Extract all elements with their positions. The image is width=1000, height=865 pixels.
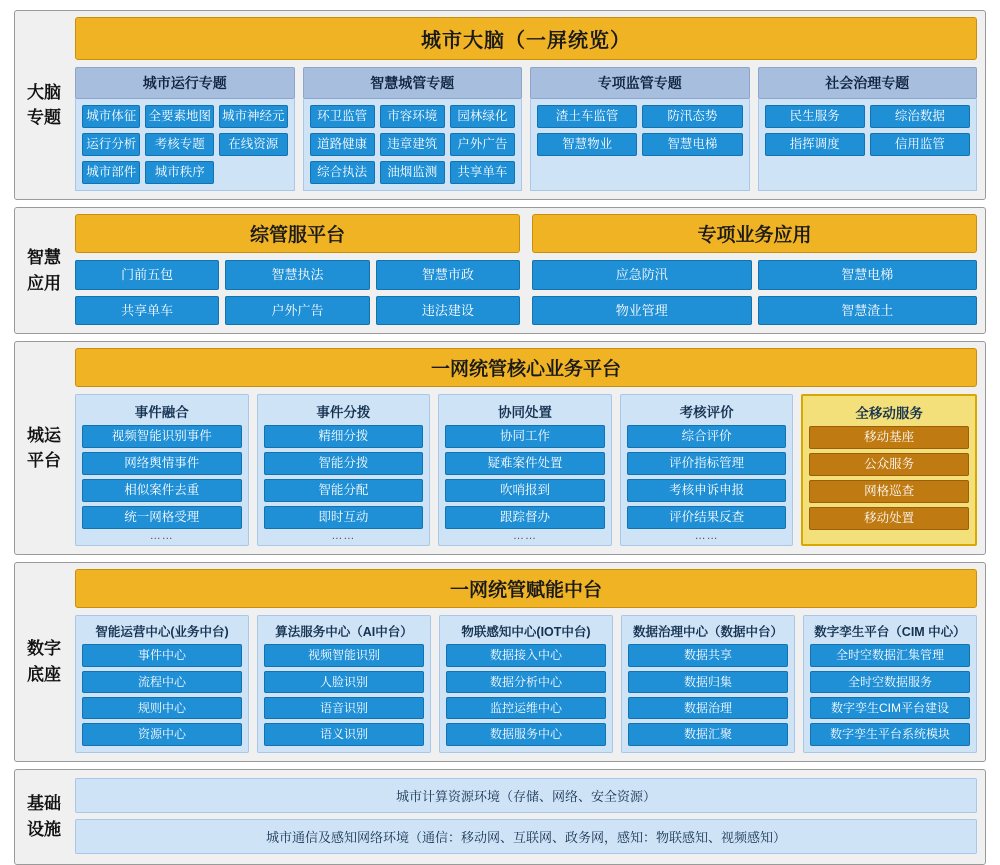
brain-column-social-governance xyxy=(758,67,978,191)
brain-column-items xyxy=(530,99,750,191)
brain-item[interactable]: 户外广告 xyxy=(450,133,515,156)
base-column-ai-middle-platform xyxy=(257,615,431,753)
base-column-iot-middle-platform xyxy=(439,615,613,753)
base-column-data-middle-platform xyxy=(621,615,795,753)
core-item[interactable]: 网络舆情事件 xyxy=(82,452,242,475)
core-column-event-fusion xyxy=(75,394,249,546)
core-item[interactable]: 协同工作 xyxy=(445,425,605,448)
core-item[interactable]: 移动处置 xyxy=(809,507,969,530)
core-column-collaborative-handling xyxy=(438,394,612,546)
brain-item[interactable]: 智慧电梯 xyxy=(642,133,742,156)
core-item[interactable]: 移动基座 xyxy=(809,426,969,449)
band-label-city-brain xyxy=(15,11,73,199)
base-column-items xyxy=(264,644,424,746)
brain-item[interactable]: 考核专题 xyxy=(145,133,214,156)
apps-column-comprehensive-platform xyxy=(75,214,520,325)
infrastructure-network-row[interactable]: 城市通信及感知网络环境（通信：移动网、互联网、政务网，感知：物联感知、视频感知） xyxy=(75,819,977,854)
base-item[interactable]: 事件中心 xyxy=(82,644,242,666)
band-label-line-2: 专题 xyxy=(27,108,61,127)
digital-base-title: 一网统管赋能中台 xyxy=(75,569,977,608)
band-body-infrastructure xyxy=(73,770,985,864)
brain-column-header[interactable]: 智慧城管专题 xyxy=(303,67,523,99)
brain-item[interactable]: 市容环境 xyxy=(380,105,445,128)
brain-item[interactable]: 渣土车监管 xyxy=(537,105,637,128)
band-infrastructure xyxy=(14,769,986,865)
brain-item[interactable]: 信用监管 xyxy=(870,133,970,156)
band-label-infrastructure xyxy=(15,770,73,864)
base-item[interactable]: 流程中心 xyxy=(82,671,242,693)
base-column-title: 数字孪生平台（CIM 中心） xyxy=(814,625,966,640)
core-column-ellipsis: …… xyxy=(149,530,174,543)
band-digital-base xyxy=(14,562,986,762)
core-item[interactable]: 视频智能识别事件 xyxy=(82,425,242,448)
core-column-ellipsis: …… xyxy=(512,530,537,543)
brain-item[interactable]: 园林绿化 xyxy=(450,105,515,128)
base-item[interactable]: 语音识别 xyxy=(264,697,424,719)
city-brain-columns xyxy=(75,67,977,191)
core-column-event-dispatch xyxy=(257,394,431,546)
brain-column-items xyxy=(75,99,295,191)
core-column-title: 协同处置 xyxy=(497,405,552,421)
app-item[interactable]: 违法建设 xyxy=(376,296,520,326)
app-item[interactable]: 智慧执法 xyxy=(225,260,369,290)
core-column-items xyxy=(445,425,605,529)
base-column-title: 数据治理中心（数据中台） xyxy=(632,625,783,640)
core-column-title: 考核评价 xyxy=(679,405,734,421)
band-smart-applications xyxy=(14,207,986,334)
band-label-line-2: 底座 xyxy=(27,664,61,684)
brain-item[interactable]: 城市神经元 xyxy=(219,105,288,128)
band-label-core-platform xyxy=(15,342,73,554)
core-item[interactable]: 智能分配 xyxy=(264,479,424,502)
brain-item[interactable]: 城市秩序 xyxy=(145,161,214,184)
core-column-items xyxy=(809,426,969,530)
core-column-title: 事件分拨 xyxy=(316,405,371,421)
brain-item[interactable]: 在线资源 xyxy=(219,133,288,156)
brain-item[interactable]: 城市体征 xyxy=(82,105,140,128)
base-column-items xyxy=(446,644,606,746)
core-item[interactable]: 跟踪督办 xyxy=(445,506,605,529)
band-label-line-1: 大脑 xyxy=(27,82,61,102)
band-core-platform xyxy=(14,341,986,555)
core-item[interactable]: 精细分拨 xyxy=(264,425,424,448)
brain-column-items xyxy=(303,99,523,191)
app-item[interactable]: 门前五包 xyxy=(75,260,219,290)
city-brain-title: 城市大脑（一屏统览） xyxy=(75,17,977,60)
core-column-assessment-evaluation xyxy=(620,394,794,546)
brain-item[interactable]: 指挥调度 xyxy=(765,133,865,156)
apps-column-items xyxy=(75,260,520,325)
base-item[interactable]: 数据分析中心 xyxy=(446,671,606,693)
core-item[interactable]: 智能分拨 xyxy=(264,452,424,475)
brain-column-header[interactable]: 专项监管专题 xyxy=(530,67,750,99)
core-column-ellipsis: …… xyxy=(694,530,719,543)
base-item[interactable]: 数字孪生平台系统模块 xyxy=(810,723,970,745)
brain-item[interactable]: 运行分析 xyxy=(82,133,140,156)
base-column-business-middle-platform xyxy=(75,615,249,753)
base-item[interactable]: 规则中心 xyxy=(82,697,242,719)
brain-column-header[interactable]: 城市运行专题 xyxy=(75,67,295,99)
app-item[interactable]: 共享单车 xyxy=(75,296,219,326)
brain-item[interactable]: 城市部件 xyxy=(82,161,140,184)
brain-item[interactable]: 共享单车 xyxy=(450,161,515,184)
applications-columns xyxy=(75,214,977,325)
band-label-line-1: 基础 xyxy=(27,794,61,814)
brain-column-special-supervision xyxy=(530,67,750,191)
band-label-line-2: 设施 xyxy=(27,819,61,839)
base-item[interactable]: 视频智能识别 xyxy=(264,644,424,666)
app-item[interactable]: 户外广告 xyxy=(225,296,369,326)
base-column-digital-twin-cim xyxy=(803,615,977,753)
brain-item[interactable]: 综合执法 xyxy=(310,161,375,184)
brain-item[interactable]: 全要素地图 xyxy=(145,105,214,128)
core-item[interactable]: 即时互动 xyxy=(264,506,424,529)
band-label-line-1: 城运 xyxy=(27,425,61,445)
band-label-digital-base xyxy=(15,563,73,761)
brain-column-smart-city-management xyxy=(303,67,523,191)
core-item[interactable]: 评价结果反查 xyxy=(627,506,787,529)
core-column-ellipsis xyxy=(809,530,969,531)
core-item[interactable]: 疑难案件处置 xyxy=(445,452,605,475)
brain-column-header[interactable]: 社会治理专题 xyxy=(758,67,978,99)
core-item[interactable]: 相似案件去重 xyxy=(82,479,242,502)
band-label-line-2: 应用 xyxy=(27,273,61,293)
app-item[interactable]: 应急防汛 xyxy=(532,260,752,290)
base-column-items xyxy=(810,644,970,746)
brain-item[interactable]: 违章建筑 xyxy=(380,133,445,156)
base-item[interactable]: 数据共享 xyxy=(628,644,788,666)
base-item[interactable]: 人脸识别 xyxy=(264,671,424,693)
apps-column-title: 专项业务应用 xyxy=(532,214,977,253)
base-column-items xyxy=(82,644,242,746)
app-item[interactable]: 物业管理 xyxy=(532,296,752,326)
band-label-line-2: 平台 xyxy=(27,451,61,471)
brain-item[interactable]: 防汛态势 xyxy=(642,105,742,128)
band-label-smart-applications xyxy=(15,208,73,333)
base-item[interactable]: 数据服务中心 xyxy=(446,723,606,745)
brain-item[interactable]: 民生服务 xyxy=(765,105,865,128)
brain-column-items xyxy=(758,99,978,191)
core-column-title: 全移动服务 xyxy=(855,406,923,422)
core-column-ellipsis: …… xyxy=(331,530,356,543)
band-label-line-1: 智慧 xyxy=(27,248,61,268)
core-item[interactable]: 考核申诉申报 xyxy=(627,479,787,502)
app-item[interactable]: 智慧渣土 xyxy=(758,296,978,326)
apps-column-special-business xyxy=(532,214,977,325)
band-label-line-1: 数字 xyxy=(27,639,61,659)
band-city-brain xyxy=(14,10,986,200)
base-column-title: 智能运营中心(业务中台) xyxy=(95,625,229,640)
base-item[interactable]: 资源中心 xyxy=(82,723,242,745)
base-item[interactable]: 数据治理 xyxy=(628,697,788,719)
core-item[interactable]: 综合评价 xyxy=(627,425,787,448)
brain-item[interactable]: 环卫监管 xyxy=(310,105,375,128)
base-column-items xyxy=(628,644,788,746)
band-body-core-platform xyxy=(73,342,985,554)
base-item[interactable]: 数字孪生CIM平台建设 xyxy=(810,697,970,719)
core-column-items xyxy=(264,425,424,529)
core-item[interactable]: 网格巡查 xyxy=(809,480,969,503)
base-item[interactable]: 监控运维中心 xyxy=(446,697,606,719)
apps-column-items xyxy=(532,260,977,325)
base-column-title: 算法服务中心（AI中台） xyxy=(275,625,413,640)
core-column-items xyxy=(627,425,787,529)
base-column-title: 物联感知中心(IOT中台) xyxy=(461,625,591,640)
digital-base-columns xyxy=(75,615,977,753)
brain-item[interactable]: 油烟监测 xyxy=(380,161,445,184)
app-item[interactable]: 智慧电梯 xyxy=(758,260,978,290)
core-column-items xyxy=(82,425,242,529)
apps-column-title: 综管服平台 xyxy=(75,214,520,253)
base-item[interactable]: 数据归集 xyxy=(628,671,788,693)
infrastructure-compute-row[interactable]: 城市计算资源环境（存储、网络、安全资源） xyxy=(75,778,977,813)
infrastructure-rows xyxy=(75,776,977,856)
core-item[interactable]: 评价指标管理 xyxy=(627,452,787,475)
core-column-full-mobile-service xyxy=(801,394,977,546)
core-item[interactable]: 公众服务 xyxy=(809,453,969,476)
band-body-city-brain xyxy=(73,11,985,199)
base-item[interactable]: 全时空数据汇集管理 xyxy=(810,644,970,666)
base-item[interactable]: 语义识别 xyxy=(264,723,424,745)
brain-item[interactable]: 智慧物业 xyxy=(537,133,637,156)
core-platform-title: 一网统管核心业务平台 xyxy=(75,348,977,387)
brain-column-city-operation xyxy=(75,67,295,191)
base-item[interactable]: 全时空数据服务 xyxy=(810,671,970,693)
app-item[interactable]: 智慧市政 xyxy=(376,260,520,290)
band-body-digital-base xyxy=(73,563,985,761)
brain-item[interactable]: 综治数据 xyxy=(870,105,970,128)
band-body-smart-applications xyxy=(73,208,985,333)
brain-item[interactable]: 道路健康 xyxy=(310,133,375,156)
core-column-title: 事件融合 xyxy=(134,405,189,421)
core-platform-columns xyxy=(75,394,977,546)
base-item[interactable]: 数据汇聚 xyxy=(628,723,788,745)
core-item[interactable]: 吹哨报到 xyxy=(445,479,605,502)
base-item[interactable]: 数据接入中心 xyxy=(446,644,606,666)
core-item[interactable]: 统一网格受理 xyxy=(82,506,242,529)
